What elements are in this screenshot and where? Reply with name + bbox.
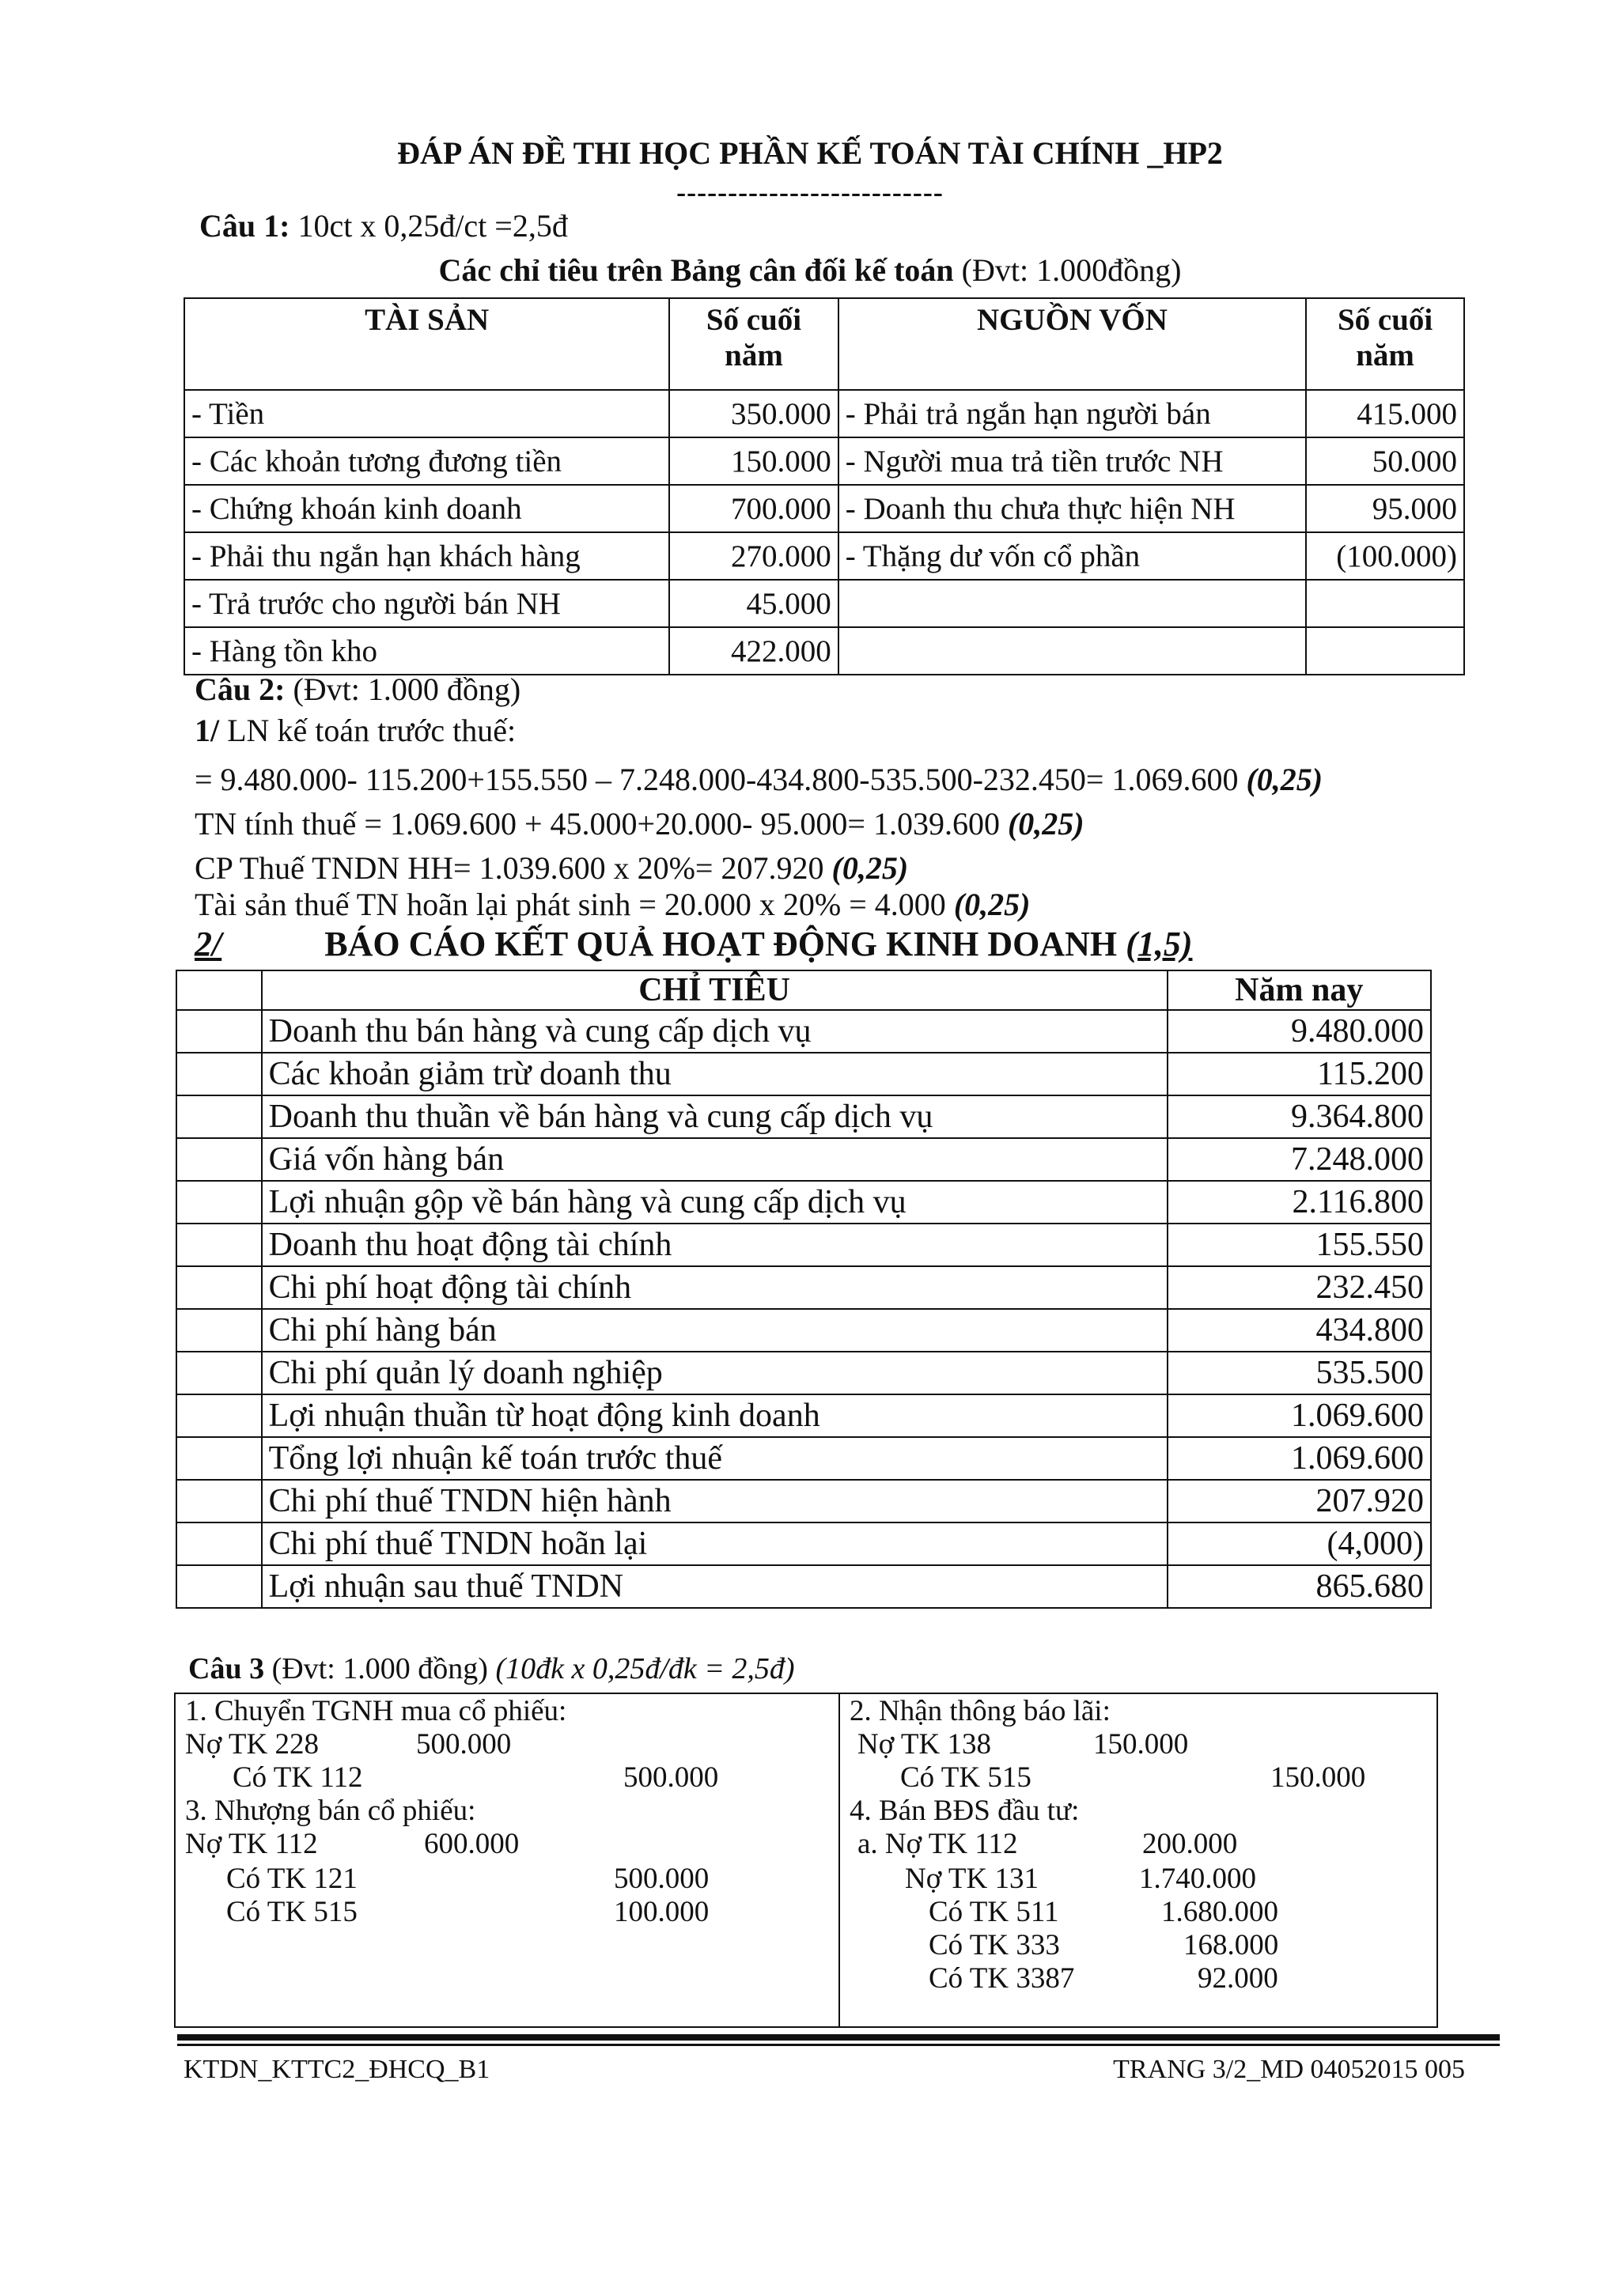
indicator-name: Doanh thu thuần về bán hàng và cung cấp dịch vụ bbox=[262, 1095, 1168, 1138]
question-1-score: 10ct x 0,25đ/ct =2,5đ bbox=[290, 208, 568, 244]
entry-4-credit-1: Có TK 511 bbox=[929, 1896, 1059, 1928]
row-blank bbox=[176, 1394, 262, 1437]
indicator-value: 7.248.000 bbox=[1168, 1138, 1431, 1181]
capital-value: 415.000 bbox=[1306, 390, 1464, 437]
table-row bbox=[176, 1394, 1431, 1437]
question-2-label: Câu 2: bbox=[195, 671, 286, 707]
entry-1-debit-amount: 500.000 bbox=[416, 1728, 512, 1761]
table-row bbox=[176, 1352, 1431, 1394]
indicator-value: 2.116.800 bbox=[1168, 1181, 1431, 1224]
header-assets: TÀI SẢN bbox=[184, 298, 669, 390]
asset-value: 270.000 bbox=[669, 532, 838, 580]
journal-entries-box bbox=[174, 1693, 1438, 2028]
asset-name: - Hàng tồn kho bbox=[184, 627, 669, 675]
entry-4-title: 4. Bán BĐS đầu tư: bbox=[850, 1795, 1080, 1827]
table-row bbox=[176, 1437, 1431, 1480]
table-row bbox=[184, 580, 1464, 627]
row-blank bbox=[176, 1565, 262, 1608]
question-3-label: Câu 3 bbox=[188, 1652, 265, 1685]
indicator-value: 9.364.800 bbox=[1168, 1095, 1431, 1138]
footer-page: TRANG 3/2_MD 04052015 005 bbox=[1113, 2055, 1465, 2084]
entry-2-debit-amount: 150.000 bbox=[1093, 1728, 1189, 1761]
question-2-sub1 bbox=[195, 712, 516, 749]
table-row bbox=[184, 485, 1464, 532]
capital-name: - Phải trả ngắn hạn người bán bbox=[838, 390, 1306, 437]
table-row bbox=[176, 1522, 1431, 1565]
header-this-year: Năm nay bbox=[1168, 970, 1431, 1010]
indicator-value: 1.069.600 bbox=[1168, 1394, 1431, 1437]
entry-3-credit-2-amount: 100.000 bbox=[614, 1896, 710, 1928]
table-row bbox=[184, 390, 1464, 437]
row-blank bbox=[176, 1480, 262, 1522]
question-2-header bbox=[195, 671, 520, 708]
capital-name: - Doanh thu chưa thực hiện NH bbox=[838, 485, 1306, 532]
footer-rule-thick bbox=[177, 2034, 1500, 2041]
entry-4-credit-2-amount: 168.000 bbox=[1183, 1929, 1279, 1961]
calc-text: TN tính thuế = 1.069.600 + 45.000+20.000- 95.000= 1.039.600 bbox=[195, 806, 1008, 842]
table-row bbox=[184, 627, 1464, 675]
indicator-value: (4,000) bbox=[1168, 1522, 1431, 1565]
calc-text: CP Thuế TNDN HH= 1.039.600 x 20%= 207.920 bbox=[195, 850, 832, 886]
indicator-name: Lợi nhuận gộp về bán hàng và cung cấp dịch vụ bbox=[262, 1181, 1168, 1224]
sub1-text: LN kế toán trước thuế: bbox=[219, 713, 517, 748]
indicator-value: 155.550 bbox=[1168, 1224, 1431, 1266]
balance-sheet-header-row bbox=[184, 298, 1464, 390]
page-title: ĐÁP ÁN ĐỀ THI HỌC PHẦN KẾ TOÁN TÀI CHÍNH _HP2 bbox=[397, 135, 1223, 171]
capital-name bbox=[838, 627, 1306, 675]
table-row bbox=[176, 1053, 1431, 1095]
footer-rule-thin bbox=[177, 2044, 1500, 2046]
capital-name: - Người mua trả tiền trước NH bbox=[838, 437, 1306, 485]
indicator-value: 207.920 bbox=[1168, 1480, 1431, 1522]
row-blank bbox=[176, 1522, 262, 1565]
income-statement-heading bbox=[195, 924, 1192, 964]
entry-4a-debit: a. Nợ TK 112 bbox=[857, 1828, 1018, 1860]
indicator-name: Chi phí thuế TNDN hiện hành bbox=[262, 1480, 1168, 1522]
entry-4a-debit-amount: 200.000 bbox=[1142, 1828, 1238, 1860]
entry-3-debit-amount: 600.000 bbox=[424, 1828, 520, 1860]
sub2-label: 2/ bbox=[195, 925, 222, 963]
indicator-value: 535.500 bbox=[1168, 1352, 1431, 1394]
row-blank bbox=[176, 1053, 262, 1095]
asset-value: 700.000 bbox=[669, 485, 838, 532]
table-row bbox=[176, 1095, 1431, 1138]
sub1-label: 1/ bbox=[195, 713, 220, 748]
entry-4-credit-2: Có TK 333 bbox=[929, 1929, 1060, 1961]
table-row bbox=[176, 1138, 1431, 1181]
row-blank bbox=[176, 1181, 262, 1224]
indicator-name: Chi phí quản lý doanh nghiệp bbox=[262, 1352, 1168, 1394]
entry-2-debit: Nợ TK 138 bbox=[857, 1728, 991, 1761]
indicator-name: Chi phí hoạt động tài chính bbox=[262, 1266, 1168, 1309]
entry-1-title: 1. Chuyển TGNH mua cổ phiếu: bbox=[185, 1695, 567, 1727]
question-1-header bbox=[199, 207, 568, 244]
balance-sheet-table bbox=[184, 297, 1465, 675]
table-row bbox=[176, 1181, 1431, 1224]
row-blank bbox=[176, 1352, 262, 1394]
entry-4-debit-2: Nợ TK 131 bbox=[905, 1863, 1039, 1895]
entry-2-credit-amount: 150.000 bbox=[1270, 1761, 1366, 1794]
indicator-name: Chi phí thuế TNDN hoãn lại bbox=[262, 1522, 1168, 1565]
entry-3-debit: Nợ TK 112 bbox=[185, 1828, 318, 1860]
table-row bbox=[176, 1010, 1431, 1053]
indicator-value: 115.200 bbox=[1168, 1053, 1431, 1095]
asset-value: 422.000 bbox=[669, 627, 838, 675]
indicator-name: Các khoản giảm trừ doanh thu bbox=[262, 1053, 1168, 1095]
footer-code: KTDN_KTTC2_ĐHCQ_B1 bbox=[184, 2055, 490, 2084]
row-blank bbox=[176, 1095, 262, 1138]
entry-2-title: 2. Nhận thông báo lãi: bbox=[850, 1695, 1111, 1727]
question-1-label: Câu 1: bbox=[199, 208, 290, 244]
indicator-value: 434.800 bbox=[1168, 1309, 1431, 1352]
table-row bbox=[176, 1565, 1431, 1608]
row-blank bbox=[176, 1309, 262, 1352]
calc-line-4 bbox=[195, 886, 1030, 923]
capital-value bbox=[1306, 627, 1464, 675]
balance-sheet-unit: (Đvt: 1.000đồng) bbox=[953, 252, 1182, 288]
capital-value bbox=[1306, 580, 1464, 627]
entry-4-credit-3-amount: 92.000 bbox=[1198, 1962, 1278, 1995]
entry-3-credit-1: Có TK 121 bbox=[226, 1863, 358, 1895]
asset-name: - Trả trước cho người bán NH bbox=[184, 580, 669, 627]
table-row bbox=[176, 1309, 1431, 1352]
question-3-unit: (Đvt: 1.000 đồng) bbox=[264, 1652, 496, 1685]
table-row bbox=[184, 437, 1464, 485]
capital-name: - Thặng dư vốn cổ phần bbox=[838, 532, 1306, 580]
calc-score: (0,25) bbox=[1007, 806, 1084, 842]
indicator-value: 1.069.600 bbox=[1168, 1437, 1431, 1480]
capital-value: (100.000) bbox=[1306, 532, 1464, 580]
header-capital: NGUỒN VỐN bbox=[838, 298, 1306, 390]
asset-value: 350.000 bbox=[669, 390, 838, 437]
capital-value: 95.000 bbox=[1306, 485, 1464, 532]
question-3-score: (10đk x 0,25đ/đk = 2,5đ) bbox=[495, 1652, 795, 1685]
header-assets-year-end: Số cuối năm bbox=[669, 298, 838, 390]
indicator-name: Chi phí hàng bán bbox=[262, 1309, 1168, 1352]
calc-score: (0,25) bbox=[831, 850, 909, 886]
asset-name: - Phải thu ngắn hạn khách hàng bbox=[184, 532, 669, 580]
asset-name: - Các khoản tương đương tiền bbox=[184, 437, 669, 485]
indicator-name: Doanh thu hoạt động tài chính bbox=[262, 1224, 1168, 1266]
calc-text: Tài sản thuế TN hoãn lại phát sinh = 20.000 x 20% = 4.000 bbox=[195, 887, 954, 922]
entry-4-credit-3: Có TK 3387 bbox=[929, 1962, 1075, 1995]
question-2-unit: (Đvt: 1.000 đồng) bbox=[285, 671, 521, 707]
calc-line-2 bbox=[195, 805, 1084, 842]
income-statement-title: BÁO CÁO KẾT QUẢ HOẠT ĐỘNG KINH DOANH bbox=[324, 925, 1126, 963]
capital-value: 50.000 bbox=[1306, 437, 1464, 485]
asset-name: - Tiền bbox=[184, 390, 669, 437]
title-divider: -------------------------- bbox=[676, 176, 944, 208]
balance-sheet-title-text: Các chỉ tiêu trên Bảng cân đối kế toán bbox=[438, 252, 954, 288]
question-3-header bbox=[188, 1651, 795, 1686]
indicator-value: 9.480.000 bbox=[1168, 1010, 1431, 1053]
entry-3-credit-2: Có TK 515 bbox=[226, 1896, 358, 1928]
calc-line-3 bbox=[195, 849, 908, 887]
entry-4-credit-1-amount: 1.680.000 bbox=[1161, 1896, 1278, 1928]
calc-line-1 bbox=[195, 761, 1323, 798]
indicator-value: 865.680 bbox=[1168, 1565, 1431, 1608]
indicator-name: Tổng lợi nhuận kế toán trước thuế bbox=[262, 1437, 1168, 1480]
calc-score: (0,25) bbox=[953, 887, 1031, 922]
table-row bbox=[176, 1224, 1431, 1266]
calc-text: = 9.480.000- 115.200+155.550 – 7.248.000-434.800-535.500-232.450= 1.069.600 bbox=[195, 762, 1247, 797]
row-blank bbox=[176, 1224, 262, 1266]
indicator-name: Lợi nhuận thuần từ hoạt động kinh doanh bbox=[262, 1394, 1168, 1437]
entry-1-credit-amount: 500.000 bbox=[623, 1761, 719, 1794]
indicator-name: Doanh thu bán hàng và cung cấp dịch vụ bbox=[262, 1010, 1168, 1053]
row-blank bbox=[176, 1437, 262, 1480]
indicator-name: Lợi nhuận sau thuế TNDN bbox=[262, 1565, 1168, 1608]
balance-sheet-title bbox=[0, 252, 1620, 289]
row-blank bbox=[176, 1266, 262, 1309]
asset-value: 150.000 bbox=[669, 437, 838, 485]
header-blank bbox=[176, 970, 262, 1010]
income-statement-score: (1,5) bbox=[1126, 925, 1193, 963]
journal-divider bbox=[838, 1694, 840, 2026]
entry-2-credit: Có TK 515 bbox=[900, 1761, 1031, 1794]
header-capital-year-end: Số cuối năm bbox=[1306, 298, 1464, 390]
asset-value: 45.000 bbox=[669, 580, 838, 627]
entry-1-debit: Nợ TK 228 bbox=[185, 1728, 319, 1761]
calc-score: (0,25) bbox=[1246, 762, 1323, 797]
income-header-row bbox=[176, 970, 1431, 1010]
asset-name: - Chứng khoán kinh doanh bbox=[184, 485, 669, 532]
income-statement-table bbox=[176, 970, 1432, 1609]
table-row bbox=[176, 1480, 1431, 1522]
indicator-name: Giá vốn hàng bán bbox=[262, 1138, 1168, 1181]
table-row bbox=[176, 1266, 1431, 1309]
entry-3-title: 3. Nhượng bán cổ phiếu: bbox=[185, 1795, 476, 1827]
table-row bbox=[184, 532, 1464, 580]
header-indicator: CHỈ TIÊU bbox=[262, 970, 1168, 1010]
row-blank bbox=[176, 1138, 262, 1181]
capital-name bbox=[838, 580, 1306, 627]
entry-4-debit-2-amount: 1.740.000 bbox=[1139, 1863, 1256, 1895]
entry-3-credit-1-amount: 500.000 bbox=[614, 1863, 710, 1895]
row-blank bbox=[176, 1010, 262, 1053]
indicator-value: 232.450 bbox=[1168, 1266, 1431, 1309]
entry-1-credit: Có TK 112 bbox=[233, 1761, 363, 1794]
